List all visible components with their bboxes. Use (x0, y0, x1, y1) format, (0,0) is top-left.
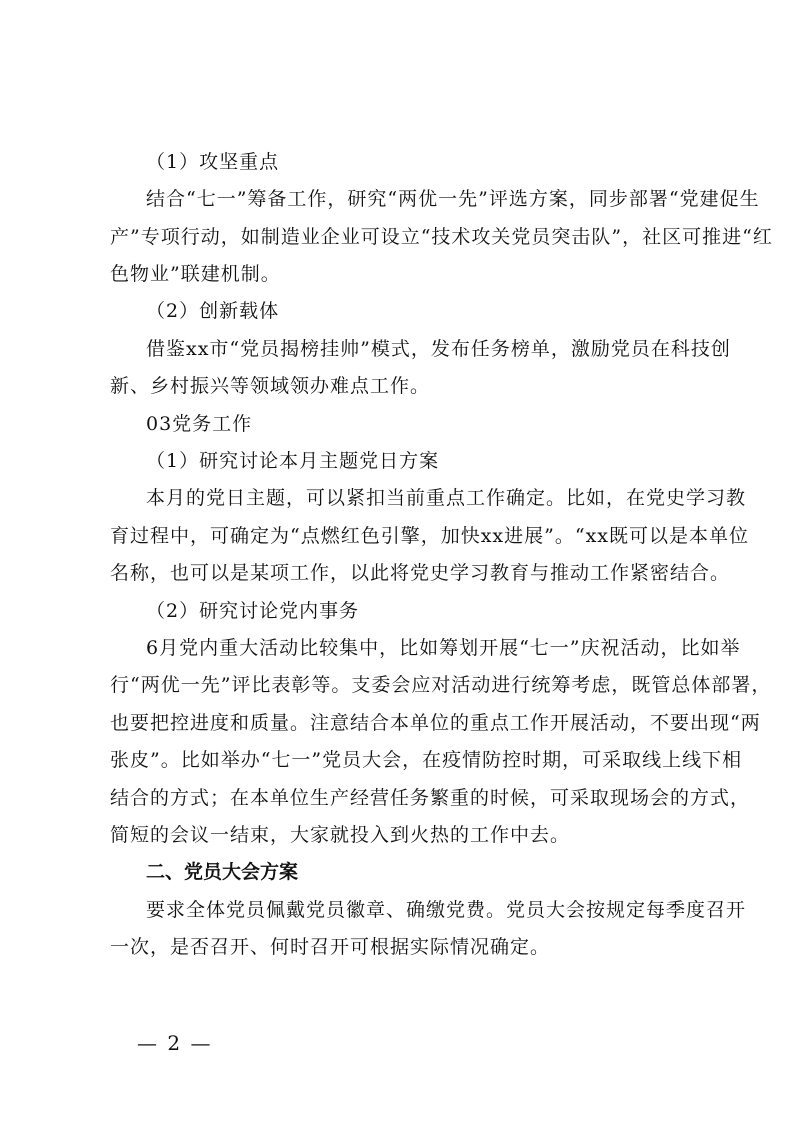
paragraph-line: 名称，也可以是某项工作，以此将党史学习教育与推动工作紧密结合。 (110, 562, 731, 584)
section-heading-party-affairs: 03党务工作 (146, 413, 253, 435)
paragraph-line: 结合的方式；在本单位生产经营任务繁重的时候，可采取现场会的方式， (110, 787, 751, 809)
paragraph-line: 一次，是否召开、何时召开可根据实际情况确定。 (110, 936, 551, 958)
page-number: — 2 — (137, 1031, 213, 1055)
paragraph-line: 也要把控进度和质量。注意结合本单位的重点工作开展活动，不要出现“两 (110, 712, 761, 734)
paragraph-line: 新、乡村振兴等领域领办难点工作。 (110, 375, 431, 397)
paragraph-line: 本月的党日主题，可以紧扣当前重点工作确定。比如，在党史学习教 (146, 487, 747, 509)
subheading-internal-affairs: （2）研究讨论党内事务 (146, 600, 360, 622)
paragraph-line: 6月党内重大活动比较集中，比如筹划开展“七一”庆祝活动，比如举 (146, 637, 741, 659)
subheading-theme-day-plan: （1）研究讨论本月主题党日方案 (146, 450, 440, 472)
subheading-innovate-carrier: （2）创新载体 (146, 300, 280, 322)
paragraph-line: 产”专项行动，如制造业企业可设立“技术攻关党员突击队”，社区可推进“红 (110, 226, 773, 248)
subheading-tackle-key-points: （1）攻坚重点 (146, 151, 280, 173)
paragraph-line: 结合“七一”筹备工作，研究“两优一先”评选方案，同步部署“党建促生 (146, 188, 760, 210)
paragraph-line: 借鉴xx市“党员揭榜挂帅”模式，发布任务榜单，激励党员在科技创 (146, 338, 731, 360)
paragraph-line: 要求全体党员佩戴党员徽章、确缴党费。党员大会按规定每季度召开 (146, 899, 747, 921)
paragraph-line: 行“两优一先”评比表彰等。支委会应对活动进行统筹考虑，既管总体部署， (110, 674, 772, 696)
paragraph-line: 简短的会议一结束，大家就投入到火热的工作中去。 (110, 824, 571, 846)
section-heading-members-meeting: 二、党员大会方案 (146, 861, 299, 883)
paragraph-line: 色物业”联建机制。 (110, 263, 281, 285)
paragraph-line: 育过程中，可确定为“点燃红色引擎，加快xx进展”。“xx既可以是本单位 (110, 525, 750, 547)
paragraph-line: 张皮”。比如举办“七一”党员大会，在疫情防控时期，可采取线上线下相 (110, 749, 743, 771)
